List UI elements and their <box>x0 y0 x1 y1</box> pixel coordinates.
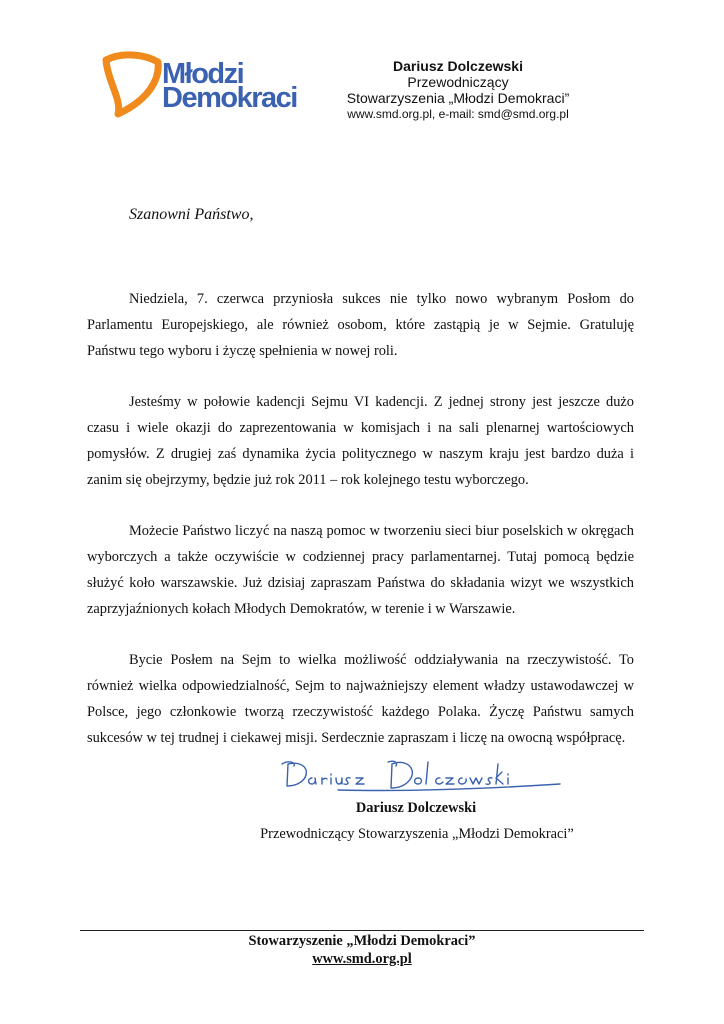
footer-divider <box>80 930 644 931</box>
sender-name: Dariusz Dolczewski <box>393 58 523 74</box>
footer-organization: Stowarzyszenie „Młodzi Demokraci” <box>248 933 476 949</box>
handwritten-signature <box>278 756 568 794</box>
footer-website-link[interactable]: www.smd.org.pl <box>312 951 412 967</box>
paragraph: Możecie Państwo liczyć na naszą pomoc w tworzeniu sieci biur poselskich w okręgach wyborczych a także oczywiście w codziennej pracy parlamentarnej. Tutaj pomocą będzie służyć koło warszawskie. Już dzisiaj zapraszam Państwa do składania wizyt we wszystkich zaprzyjaźnionych kołach Młodych Demokratów, w terenie i w Warszawie. <box>87 523 634 617</box>
logo-wordmark <box>162 58 297 114</box>
organization-logo <box>96 50 318 122</box>
signatory-title: Przewodniczący Stowarzyszenia „Młodzi Demokraci” <box>260 826 574 842</box>
letter-greeting: Szanowni Państwo, <box>129 206 254 223</box>
logo-line-2: Demokraci <box>162 82 297 114</box>
signatory-name: Dariusz Dolczewski <box>355 800 477 816</box>
sender-role: Przewodniczący <box>407 74 509 90</box>
letterhead <box>298 58 618 122</box>
sender-organization: Stowarzyszenia „Młodzi Demokraci” <box>346 90 570 106</box>
paragraph: Niedziela, 7. czerwca przyniosła sukces nie tylko nowo wybranym Posłom do Parlamentu Europejskiego, ale również osobom, które zastąpią je w Sejmie. Gratuluję Państwu tego wyboru i życzę spełnienia w nowej roli. <box>87 291 634 359</box>
sender-contact: www.smd.org.pl, e-mail: smd@smd.org.pl <box>347 107 569 121</box>
paragraph: Bycie Posłem na Sejm to wielka możliwość oddziaływania na rzeczywistość. To również wielka odpowiedzialność, Sejm to najważniejszy element władzy ustawodawczej w Polsce, jego członkowie tworzą rzeczywistość każdego Polaka. Życzę Państwu samych sukcesów w tej trudnej i ciekawej misji. Serdecznie zapraszam i liczę na owocną współpracę. <box>87 652 634 746</box>
footer <box>80 932 644 968</box>
logo-line-1: Młodzi <box>162 58 244 90</box>
smd-logo-mark-icon <box>96 50 166 122</box>
paragraph: Jesteśmy w połowie kadencji Sejmu VI kadencji. Z jednej strony jest jeszcze dużo czasu i wiele okazji do zaprezentowania w komisjach i na sali plenarnej wartościowych pomysłów. Z drugiej zaś dynamika życia politycznego w naszym kraju jest bardzo duża i zanim się obejrzymy, będzie już rok 2011 – rok kolejnego testu wyborczego. <box>87 394 634 488</box>
letter-body <box>87 286 634 776</box>
